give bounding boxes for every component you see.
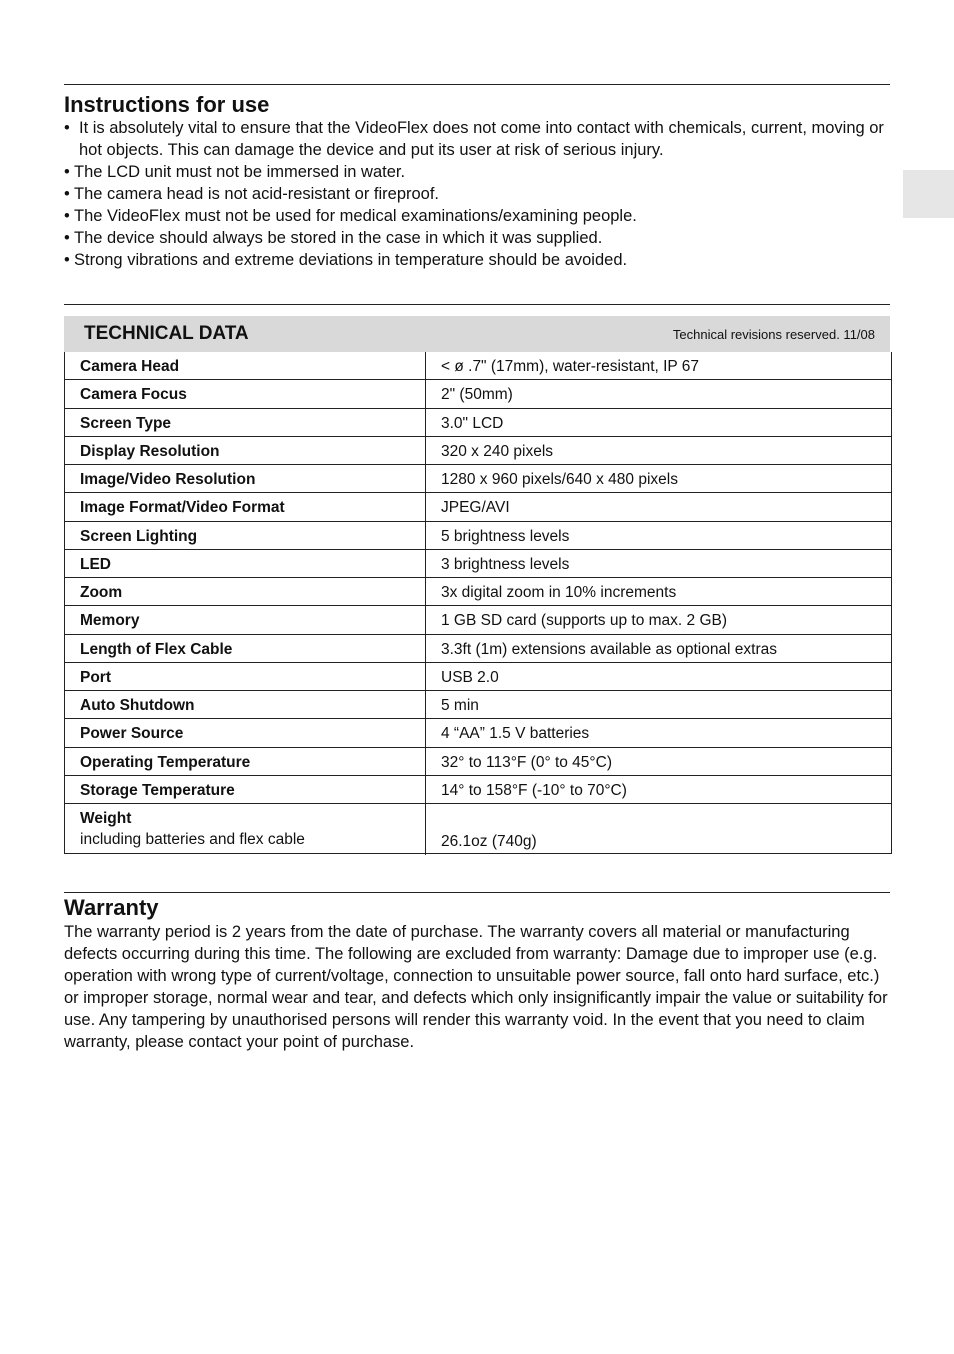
spec-label: Weight: [80, 810, 132, 827]
instruction-item: • The VideoFlex must not be used for medical examinations/examining people.: [64, 205, 894, 227]
spec-label: Zoom: [80, 584, 123, 601]
technical-revisions-note: Technical revisions reserved. 11/08: [672, 327, 875, 342]
instruction-item: • The LCD unit must not be immersed in water.: [64, 161, 894, 183]
technical-data-table: [64, 352, 892, 854]
spec-value: 26.1oz (740g): [441, 833, 537, 850]
spec-label: Screen Type: [80, 414, 172, 432]
spec-value: 3.3ft (1m) extensions available as optional extras: [441, 640, 778, 658]
spec-value: 4 “AA” 1.5 V batteries: [441, 725, 590, 743]
instructions-title: Instructions for use: [64, 92, 270, 117]
spec-value: 5 min: [441, 697, 479, 714]
table-row: [65, 550, 891, 578]
table-row: [65, 578, 891, 606]
technical-data-header: [64, 316, 890, 352]
spec-sublabel: including batteries and flex cable: [80, 831, 305, 848]
table-row: [65, 691, 891, 719]
spec-value: 1 GB SD card (supports up to max. 2 GB): [441, 612, 728, 630]
instruction-item: • It is absolutely vital to ensure that the VideoFlex does not come into contact with chemicals, current, moving or hot objects. This can damage the device and put its user at risk of serious injury.: [64, 117, 894, 161]
table-row: [65, 352, 891, 380]
section-divider: [64, 892, 890, 893]
spec-value: < ø .7" (17mm), water-resistant, IP 67: [441, 358, 700, 375]
spec-label: Screen Lighting: [80, 527, 198, 545]
spec-value: 2" (50mm): [441, 386, 513, 404]
spec-value: 320 x 240 pixels: [441, 442, 554, 460]
warranty-title: Warranty: [64, 895, 159, 920]
table-row: [65, 606, 891, 634]
table-row-weight: [65, 804, 891, 854]
table-row: [65, 380, 891, 408]
table-row: [65, 493, 891, 521]
table-row: [65, 776, 891, 804]
spec-value: 1280 x 960 pixels/640 x 480 pixels: [441, 471, 678, 488]
spec-label: Display Resolution: [80, 442, 220, 460]
spec-value: 3x digital zoom in 10% increments: [441, 584, 677, 601]
table-row: [65, 409, 891, 437]
spec-value: 3.0" LCD: [441, 414, 504, 432]
spec-value: 14° to 158°F (-10° to 70°C): [441, 781, 627, 799]
spec-label: Image/Video Resolution: [80, 471, 256, 488]
spec-value: USB 2.0: [441, 668, 499, 686]
warranty-text: The warranty period is 2 years from the date of purchase. The warranty covers all material or manufacturing defects occurring during this time. The following are excluded from warranty: Damage due to improper use (e.g. operation with wrong type of current/voltage, connection to unsuitable power source, fall onto hard surface, etc.) or improper storage, normal wear and tear, and defects which only insignificantly impair the value or suitability for use. Any tampering by unauthorised persons will render this warranty void. In the event that you need to claim warranty, please contact your point of purchase.: [64, 923, 888, 1051]
instruction-item: • The camera head is not acid-resistant or fireproof.: [64, 183, 894, 205]
technical-data-title: TECHNICAL DATA: [84, 323, 249, 344]
table-row: [65, 635, 891, 663]
instruction-item: • The device should always be stored in the case in which it was supplied.: [64, 227, 894, 249]
spec-label: Length of Flex Cable: [80, 640, 233, 658]
table-row: [65, 522, 891, 550]
table-row: [65, 437, 891, 465]
spec-label: Camera Focus: [80, 386, 187, 404]
spec-label: Storage Temperature: [80, 781, 235, 799]
table-row: [65, 719, 891, 747]
table-row: [65, 663, 891, 691]
spec-value: 5 brightness levels: [441, 527, 570, 545]
page-side-tab: [903, 170, 954, 218]
section-divider: [64, 304, 890, 305]
table-row: [65, 748, 891, 776]
spec-label: Auto Shutdown: [80, 697, 195, 714]
spec-value: 32° to 113°F (0° to 45°C): [441, 753, 612, 771]
spec-label: Memory: [80, 612, 140, 630]
section-divider: [64, 84, 890, 85]
spec-value: JPEG/AVI: [441, 499, 510, 517]
spec-label: Image Format/Video Format: [80, 499, 285, 517]
spec-label: Power Source: [80, 725, 184, 743]
spec-label: LED: [80, 555, 111, 573]
instructions-list: [64, 117, 894, 271]
instruction-item: • Strong vibrations and extreme deviations in temperature should be avoided.: [64, 249, 894, 271]
spec-label: Port: [80, 668, 111, 686]
spec-value: 3 brightness levels: [441, 555, 570, 573]
spec-label: Operating Temperature: [80, 753, 251, 771]
spec-label: Camera Head: [80, 358, 180, 375]
table-row: [65, 465, 891, 493]
